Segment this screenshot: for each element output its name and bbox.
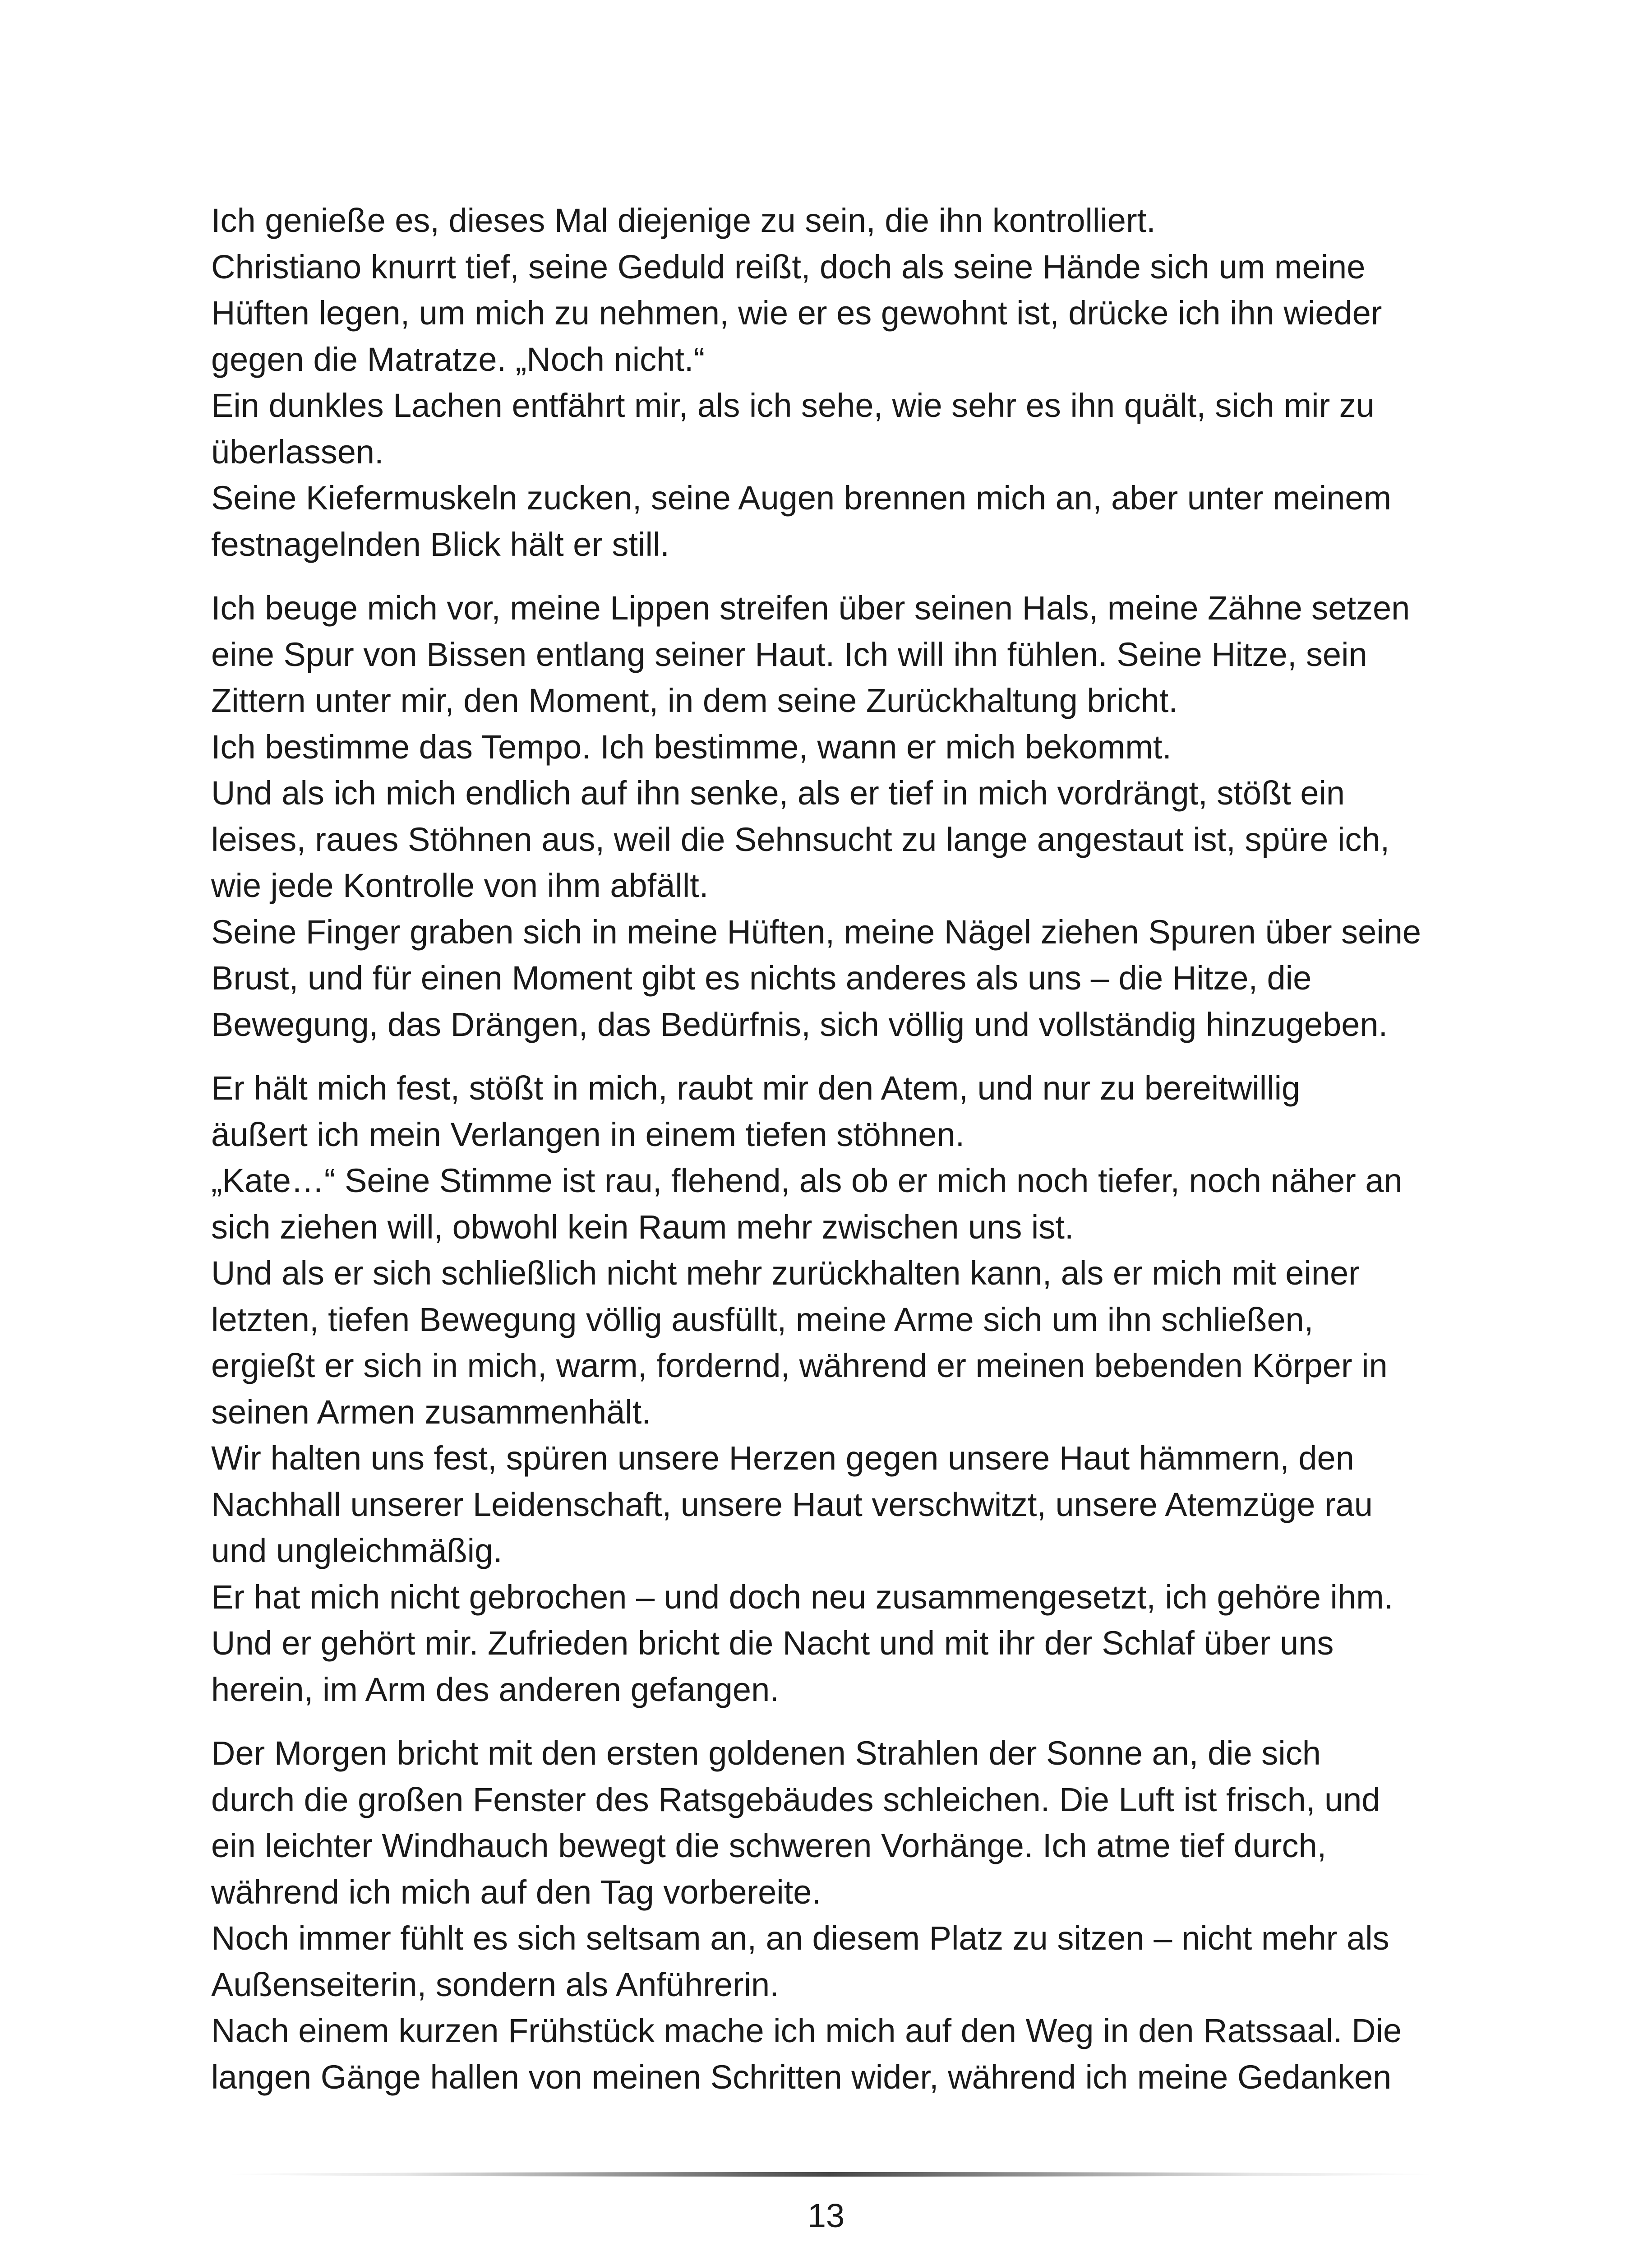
text-line: Und er gehört mir. Zufrieden bricht die Nacht und mit ihr der Schlaf über uns bbox=[211, 1624, 1334, 1662]
text-body bbox=[211, 198, 1456, 2118]
text-line: Nachhall unserer Leidenschaft, unsere Haut verschwitzt, unsere Atemzüge rau bbox=[211, 1485, 1373, 1523]
page-number: 13 bbox=[807, 2197, 845, 2234]
text-line: Außenseiterin, sondern als Anführerin. bbox=[211, 1965, 779, 2003]
text-line: Ich bestimme das Tempo. Ich bestimme, wann er mich bekommt. bbox=[211, 728, 1172, 766]
text-line: wie jede Kontrolle von ihm abfällt. bbox=[211, 867, 709, 904]
text-line: sich ziehen will, obwohl kein Raum mehr zwischen uns ist. bbox=[211, 1208, 1074, 1246]
text-line: Bewegung, das Drängen, das Bedürfnis, sich völlig und vollständig hinzugeben. bbox=[211, 1005, 1388, 1043]
text-line: Er hält mich fest, stößt in mich, raubt mir den Atem, und nur zu bereitwillig bbox=[211, 1069, 1301, 1107]
text-line: und ungleichmäßig. bbox=[211, 1532, 503, 1569]
text-line: Wir halten uns fest, spüren unsere Herzen gegen unsere Haut hämmern, den bbox=[211, 1439, 1354, 1477]
text-line: ein leichter Windhauch bewegt die schweren Vorhänge. Ich atme tief durch, bbox=[211, 1827, 1327, 1864]
text-line: Noch immer fühlt es sich seltsam an, an diesem Platz zu sitzen – nicht mehr als bbox=[211, 1919, 1389, 1957]
text-line: langen Gänge hallen von meinen Schritten wider, während ich meine Gedanken bbox=[211, 2058, 1392, 2096]
text-line: Zittern unter mir, den Moment, in dem seine Zurückhaltung bricht. bbox=[211, 682, 1178, 719]
text-line: Seine Finger graben sich in meine Hüften, meine Nägel ziehen Spuren über seine bbox=[211, 913, 1421, 951]
text-line: Christiano knurrt tief, seine Geduld reißt, doch als seine Hände sich um meine bbox=[211, 248, 1366, 286]
text-line: Ich beuge mich vor, meine Lippen streifen über seinen Hals, meine Zähne setzen bbox=[211, 589, 1410, 627]
text-line: Und als er sich schließlich nicht mehr zurückhalten kann, als er mich mit einer bbox=[211, 1254, 1360, 1292]
text-line: Ein dunkles Lachen entfährt mir, als ich sehe, wie sehr es ihn quält, sich mir zu bbox=[211, 387, 1375, 424]
text-line: seinen Armen zusammenhält. bbox=[211, 1393, 651, 1431]
paragraph-3 bbox=[211, 1065, 1456, 1713]
paragraph-1 bbox=[211, 198, 1456, 568]
paragraph-2 bbox=[211, 585, 1456, 1048]
text-line: letzten, tiefen Bewegung völlig ausfüllt, meine Arme sich um ihn schließen, bbox=[211, 1300, 1314, 1338]
paragraph-4 bbox=[211, 1730, 1456, 2100]
text-line: herein, im Arm des anderen gefangen. bbox=[211, 1670, 779, 1708]
text-line: Er hat mich nicht gebrochen – und doch neu zusammengesetzt, ich gehöre ihm. bbox=[211, 1578, 1394, 1616]
text-line: Und als ich mich endlich auf ihn senke, als er tief in mich vordrängt, stößt ein bbox=[211, 774, 1345, 812]
text-line: ergießt er sich in mich, warm, fordernd, während er meinen bebenden Körper in bbox=[211, 1347, 1388, 1384]
text-line: Ich genieße es, dieses Mal diejenige zu sein, die ihn kontrolliert. bbox=[211, 202, 1156, 239]
text-line: Hüften legen, um mich zu nehmen, wie er es gewohnt ist, drücke ich ihn wieder bbox=[211, 294, 1382, 332]
text-line: eine Spur von Bissen entlang seiner Haut. Ich will ihn fühlen. Seine Hitze, sein bbox=[211, 635, 1367, 673]
text-line: leises, raues Stöhnen aus, weil die Sehnsucht zu lange angestaut ist, spüre ich, bbox=[211, 820, 1390, 858]
text-line: gegen die Matratze. „Noch nicht.“ bbox=[211, 340, 705, 378]
footer-divider bbox=[226, 2172, 1435, 2177]
text-line: äußert ich mein Verlangen in einem tiefen stöhnen. bbox=[211, 1115, 965, 1153]
text-line: festnagelnden Blick hält er still. bbox=[211, 525, 669, 563]
text-line: Seine Kiefermuskeln zucken, seine Augen brennen mich an, aber unter meinem bbox=[211, 479, 1392, 517]
text-line: „Kate…“ Seine Stimme ist rau, flehend, als ob er mich noch tiefer, noch näher an bbox=[211, 1162, 1403, 1199]
text-line: Brust, und für einen Moment gibt es nichts anderes als uns – die Hitze, die bbox=[211, 959, 1312, 997]
text-line: Nach einem kurzen Frühstück mache ich mich auf den Weg in den Ratssaal. Die bbox=[211, 2012, 1402, 2049]
text-line: Der Morgen bricht mit den ersten goldenen Strahlen der Sonne an, die sich bbox=[211, 1734, 1321, 1772]
text-line: während ich mich auf den Tag vorbereite. bbox=[211, 1873, 821, 1911]
text-line: überlassen. bbox=[211, 433, 384, 471]
text-line: durch die großen Fenster des Ratsgebäudes schleichen. Die Luft ist frisch, und bbox=[211, 1780, 1380, 1818]
